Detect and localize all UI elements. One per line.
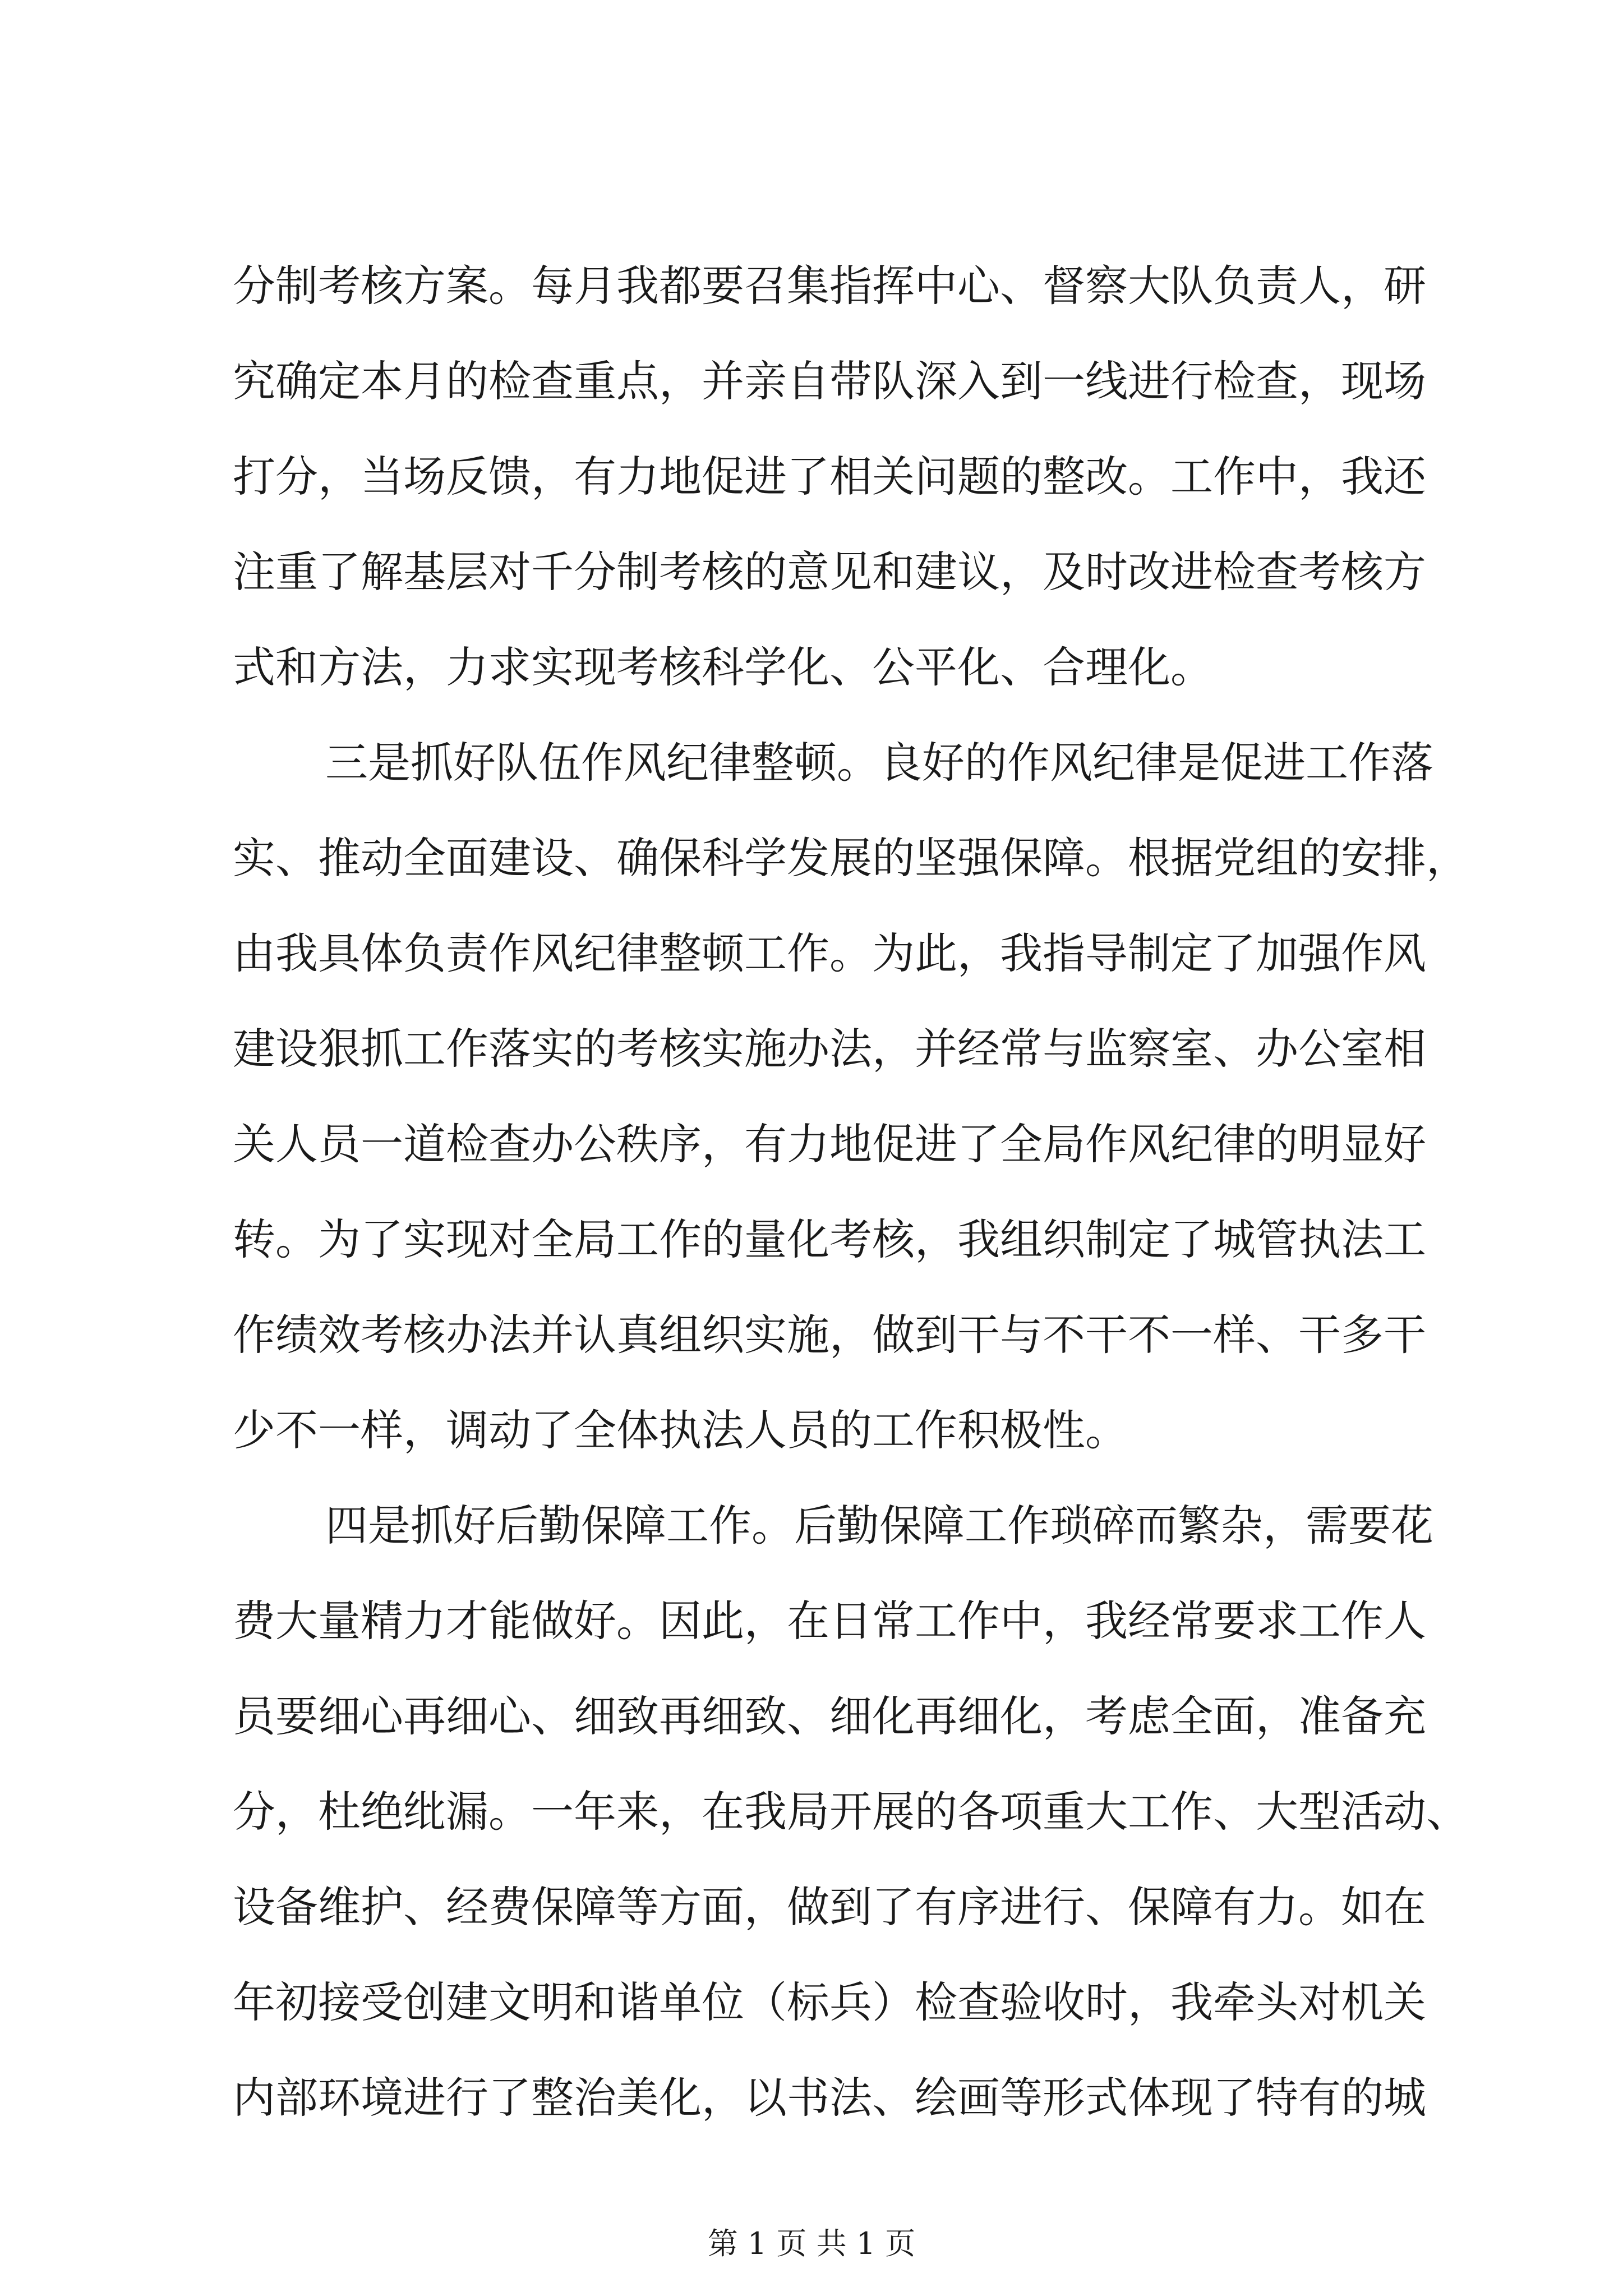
body-text-line: 少不一样，调动了全体执法人员的工作积极性。 — [233, 1405, 1128, 1455]
body-text-line: 内部环境进行了整治美化，以书法、绘画等形式体现了特有的城 — [233, 2073, 1426, 2123]
page-number-footer: 第 1 页 共 1 页 — [707, 2226, 916, 2261]
body-text-line: 建设狠抓工作落实的考核实施办法，并经常与监察室、办公室相 — [233, 1024, 1426, 1074]
body-text-line: 打分，当场反馈，有力地促进了相关问题的整改。工作中，我还 — [233, 452, 1426, 501]
body-text-line: 由我具体负责作风纪律整顿工作。为此，我指导制定了加强作风 — [233, 928, 1426, 978]
body-text-line: 究确定本月的检查重点，并亲自带队深入到一线进行检查，现场 — [233, 356, 1426, 406]
body-text-line: 年初接受创建文明和谐单位（标兵）检查验收时，我牵头对机关 — [233, 1977, 1426, 2027]
body-text-line: 设备维护、经费保障等方面，做到了有序进行、保障有力。如在 — [233, 1882, 1426, 1932]
body-text-line: 作绩效考核办法并认真组织实施，做到干与不干不一样、干多干 — [233, 1310, 1426, 1360]
body-text-line: 实、推动全面建设、确保科学发展的坚强保障。根据党组的安排， — [233, 833, 1469, 883]
body-text-line: 费大量精力才能做好。因此，在日常工作中，我经常要求工作人 — [233, 1596, 1426, 1646]
body-text-line: 分，杜绝纰漏。一年来，在我局开展的各项重大工作、大型活动、 — [233, 1787, 1469, 1837]
body-text-line: 关人员一道检查办公秩序，有力地促进了全局作风纪律的明显好 — [233, 1119, 1426, 1169]
body-text-line: 注重了解基层对千分制考核的意见和建议，及时改进检查考核方 — [233, 547, 1426, 597]
paragraph-first-line: 三是抓好队伍作风纪律整顿。良好的作风纪律是促进工作落 — [325, 738, 1433, 788]
body-text-line: 员要细心再细心、细致再细致、细化再细化，考虑全面，准备充 — [233, 1691, 1426, 1741]
paragraph-first-line: 四是抓好后勤保障工作。后勤保障工作琐碎而繁杂，需要花 — [325, 1501, 1433, 1550]
body-text-line: 转。为了实现对全局工作的量化考核，我组织制定了城管执法工 — [233, 1214, 1426, 1264]
body-text-line: 式和方法，力求实现考核科学化、公平化、合理化。 — [233, 642, 1213, 692]
body-text-line: 分制考核方案。每月我都要召集指挥中心、督察大队负责人，研 — [233, 261, 1426, 311]
